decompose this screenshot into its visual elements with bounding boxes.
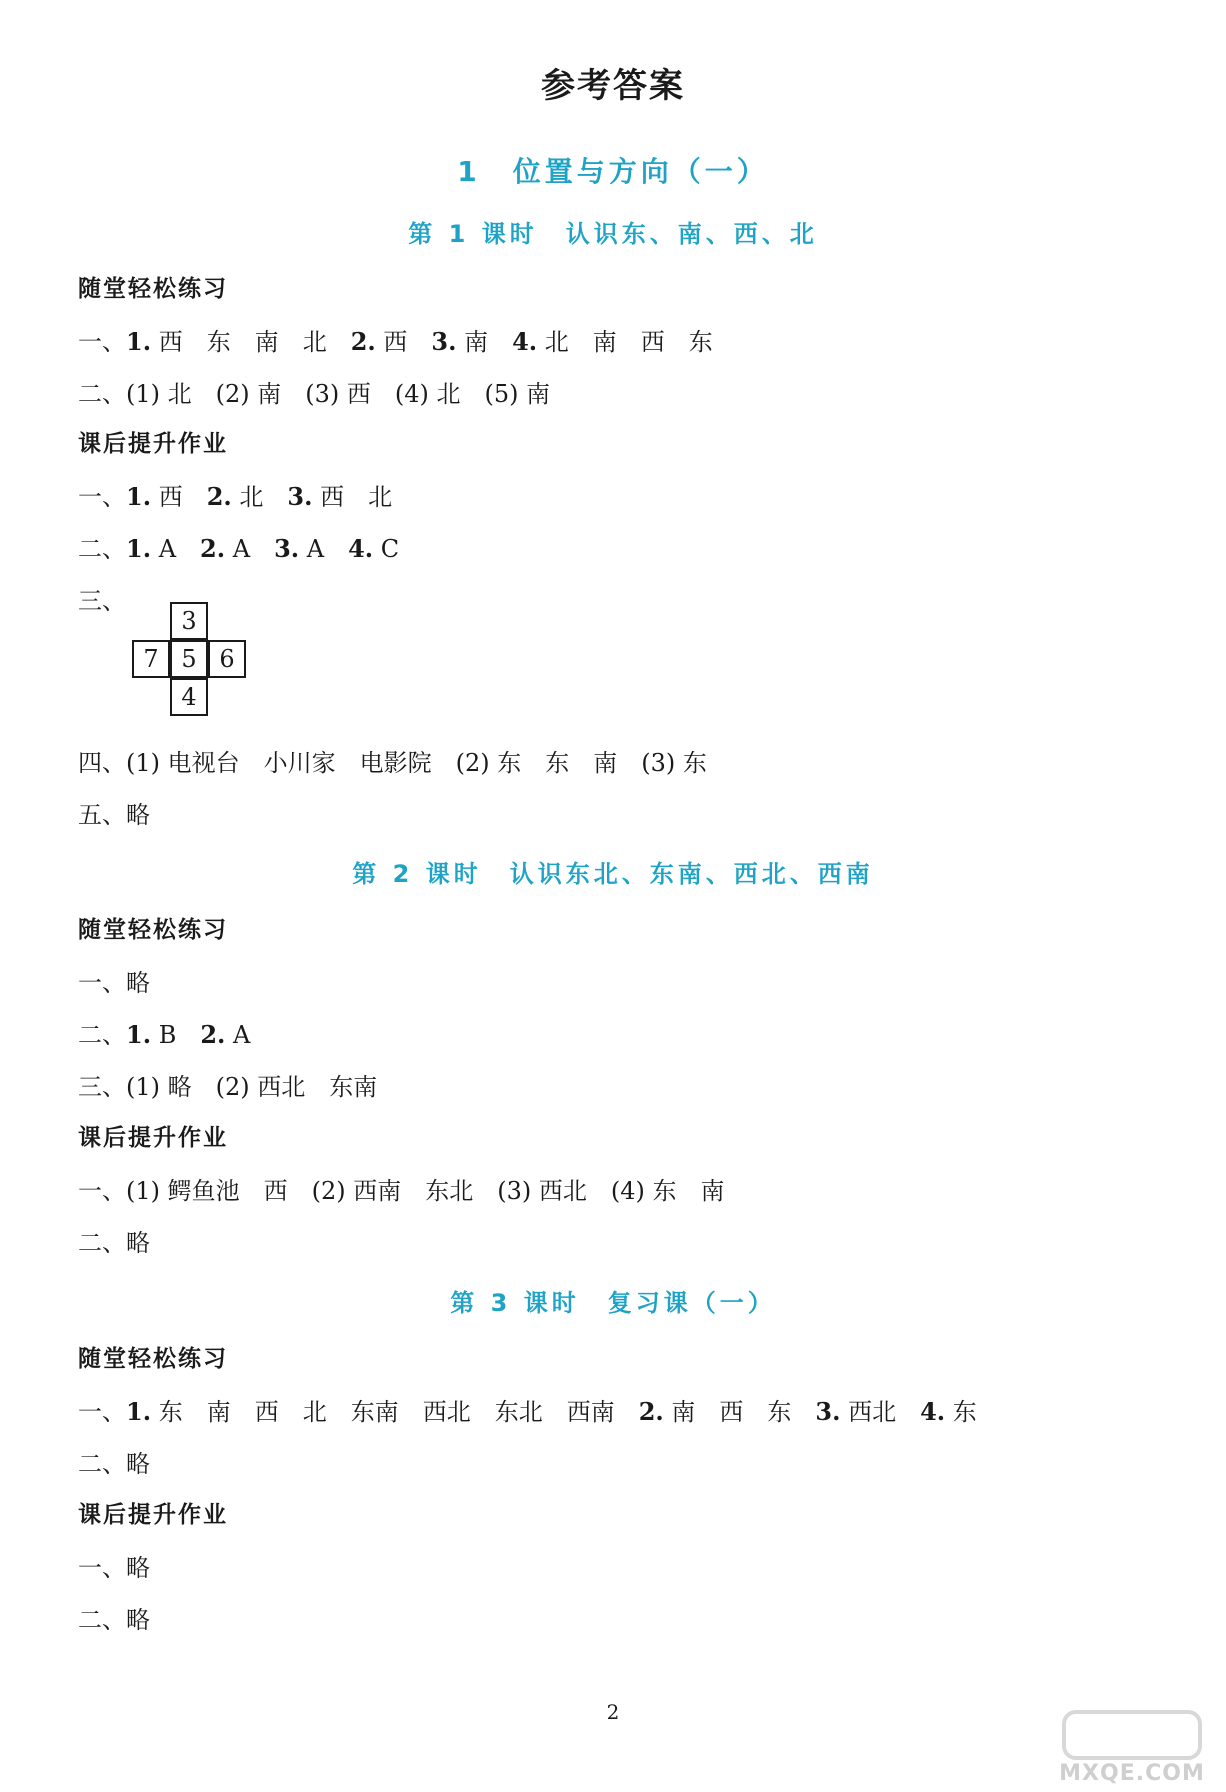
line-segment: A bbox=[151, 535, 201, 563]
line-segment: 2. bbox=[350, 327, 376, 356]
lesson1-practice-q2 bbox=[78, 374, 550, 409]
line-segment: 北 bbox=[231, 483, 288, 511]
line-segment: 3. bbox=[287, 482, 313, 511]
lesson1-practice-q1 bbox=[78, 322, 713, 357]
lesson3-practice-label: 随堂轻松练习 bbox=[78, 1346, 228, 1372]
line-segment: 2. bbox=[200, 1020, 226, 1049]
lesson1-homework-q3-label: 三、 bbox=[78, 587, 126, 615]
line-segment: 2. bbox=[638, 1397, 664, 1426]
line-segment: A bbox=[299, 535, 349, 563]
lesson3-homework-q2: 二、略 bbox=[78, 1606, 150, 1634]
line-segment: 西 东 南 北 bbox=[151, 328, 351, 356]
line-segment: 3. bbox=[815, 1397, 841, 1426]
grid-cell-left: 7 bbox=[132, 640, 170, 678]
lesson3-homework-label: 课后提升作业 bbox=[78, 1502, 228, 1528]
line-segment: 二、 bbox=[78, 1021, 126, 1049]
lesson3-practice-q2: 二、略 bbox=[78, 1450, 150, 1478]
line-segment: 南 西 东 bbox=[663, 1398, 816, 1426]
lesson3-practice-q1 bbox=[78, 1392, 977, 1427]
line-segment: 二、(1) 北 (2) 南 (3) 西 (4) 北 (5) 南 bbox=[78, 380, 551, 408]
lesson2-practice-q3: 三、(1) 略 (2) 西北 东南 bbox=[78, 1073, 378, 1101]
line-segment: 一、 bbox=[78, 328, 126, 356]
lesson3-homework-q1: 一、略 bbox=[78, 1554, 150, 1582]
watermark-logo bbox=[1052, 1710, 1212, 1786]
line-segment: 1. bbox=[126, 534, 152, 563]
line-segment: 二、 bbox=[78, 535, 126, 563]
line-segment: 1. bbox=[126, 1397, 152, 1426]
lesson1-homework-label: 课后提升作业 bbox=[78, 431, 228, 457]
line-segment: 东 bbox=[945, 1398, 977, 1426]
lesson2-practice-q1: 一、略 bbox=[78, 969, 150, 997]
lesson2-practice-label: 随堂轻松练习 bbox=[78, 917, 228, 943]
line-segment: 4. bbox=[348, 534, 374, 563]
grid-cell-bottom: 4 bbox=[170, 678, 208, 716]
lesson2-heading: 第 2 课时 认识东北、东南、西北、西南 bbox=[352, 860, 874, 888]
line-segment: 西 bbox=[151, 483, 207, 511]
line-segment: 一、 bbox=[78, 1398, 126, 1426]
lesson2-homework-q1: 一、(1) 鳄鱼池 西 (2) 西南 东北 (3) 西北 (4) 东 南 bbox=[78, 1177, 725, 1205]
grid-cell-right: 6 bbox=[208, 640, 246, 678]
line-segment: 西 北 bbox=[312, 483, 393, 511]
watermark-badge-icon bbox=[1062, 1710, 1202, 1760]
lesson1-heading: 第 1 课时 认识东、南、西、北 bbox=[408, 220, 818, 248]
lesson2-practice-q2 bbox=[78, 1015, 250, 1050]
line-segment: 一、 bbox=[78, 483, 126, 511]
lesson1-homework-q4: 四、(1) 电视台 小川家 电影院 (2) 东 东 南 (3) 东 bbox=[78, 749, 707, 777]
line-segment: B bbox=[151, 1021, 201, 1049]
line-segment: 2. bbox=[206, 482, 232, 511]
lesson1-practice-label: 随堂轻松练习 bbox=[78, 276, 228, 302]
line-segment: 1. bbox=[126, 482, 152, 511]
line-segment: A bbox=[225, 1021, 251, 1049]
grid-cell-center: 5 bbox=[170, 640, 208, 678]
lesson1-homework-q5: 五、略 bbox=[78, 801, 150, 829]
lesson1-homework-q1 bbox=[78, 477, 392, 512]
line-segment: 2. bbox=[200, 534, 226, 563]
line-segment: C bbox=[373, 535, 400, 563]
lesson1-homework-q2 bbox=[78, 529, 399, 564]
line-segment: 3. bbox=[431, 327, 457, 356]
line-segment: A bbox=[225, 535, 275, 563]
line-segment: 4. bbox=[512, 327, 538, 356]
cross-number-grid bbox=[132, 602, 252, 722]
line-segment: 西 bbox=[375, 328, 432, 356]
line-segment: 东 南 西 北 东南 西北 东北 西南 bbox=[151, 1398, 639, 1426]
line-segment: 西北 bbox=[840, 1398, 921, 1426]
grid-cell-top: 3 bbox=[170, 602, 208, 640]
line-segment: 1. bbox=[126, 327, 152, 356]
line-segment: 3. bbox=[274, 534, 300, 563]
line-segment: 4. bbox=[920, 1397, 946, 1426]
lesson3-heading: 第 3 课时 复习课（一） bbox=[450, 1289, 776, 1317]
watermark-text: MXQE.COM bbox=[1059, 1761, 1205, 1786]
page-number: 2 bbox=[606, 1700, 620, 1724]
lesson2-homework-label: 课后提升作业 bbox=[78, 1125, 228, 1151]
line-segment: 南 bbox=[456, 328, 513, 356]
line-segment: 1. bbox=[126, 1020, 152, 1049]
lesson2-homework-q2: 二、略 bbox=[78, 1229, 150, 1257]
line-segment: 北 南 西 东 bbox=[537, 328, 713, 356]
unit-heading: 1 位置与方向（一） bbox=[457, 155, 769, 188]
page-title: 参考答案 bbox=[541, 66, 685, 106]
